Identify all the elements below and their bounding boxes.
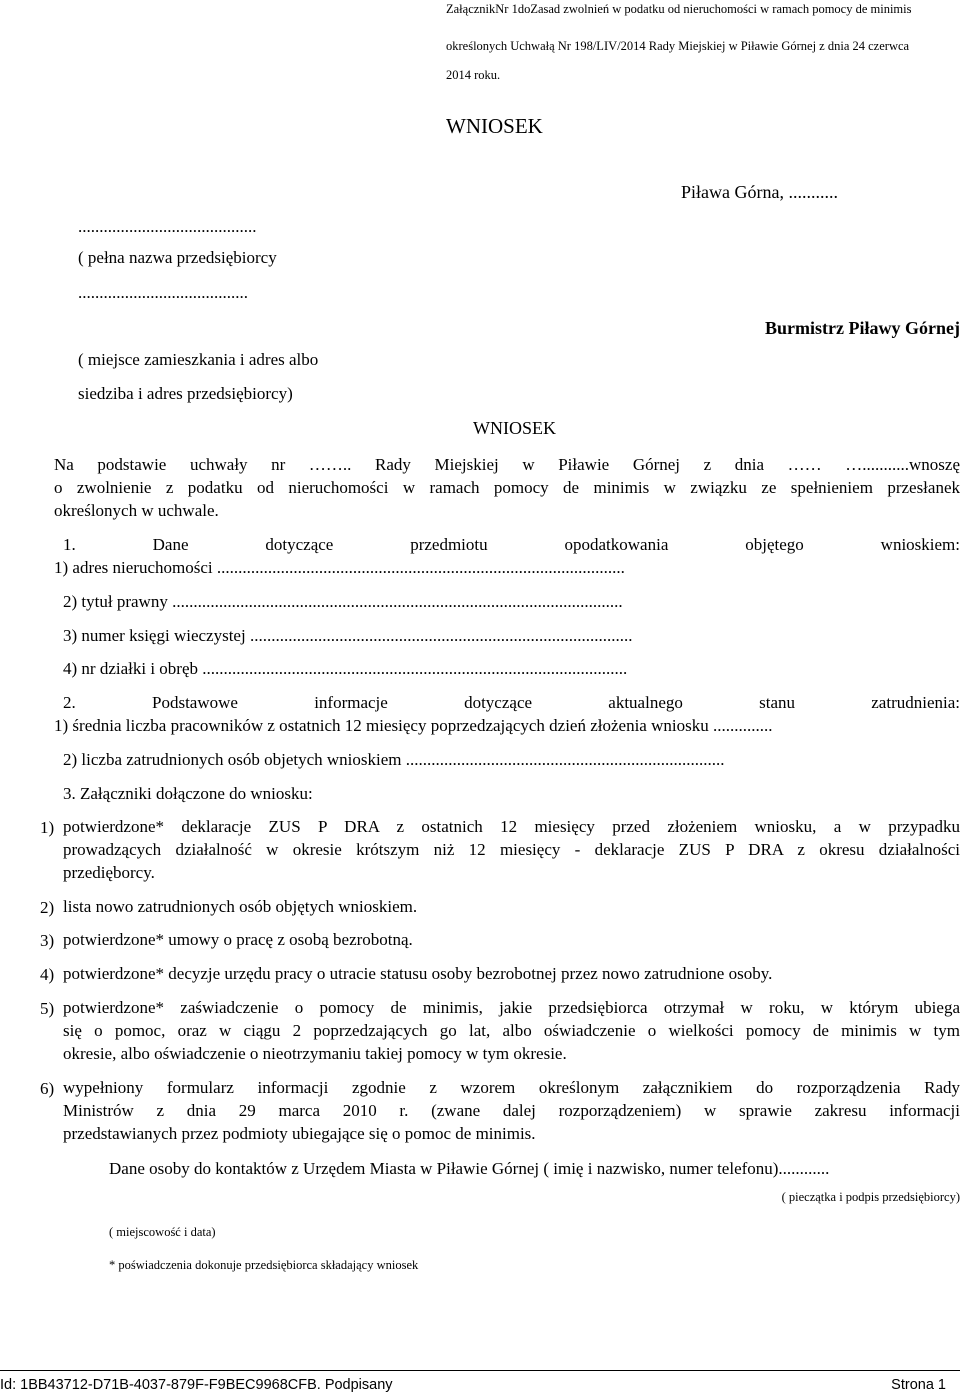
attachment-6-line-2: Ministrów z dnia 29 marca 2010 r. (zwane dalej rozporządzeniem) w sprawie zakresu informacji [63,1101,960,1120]
intro-line-2: o zwolnienie z podatku od nieruchomości w ramach pomocy de minimis w związku ze spełnieniem przesłanek [54,478,960,497]
section-2-field-avg-employees: 1) średnia liczba pracowników z ostatnich 12 miesięcy poprzedzających dzień złożenia wniosku .............. [54,716,773,735]
intro-line-3: określonych w uchwale. [54,501,219,520]
section-1-field-address: 1) adres nieruchomości ................................................................................................ [54,558,625,577]
footer-rule [0,1370,960,1371]
section-3-heading: 3. Załączniki dołączone do wniosku: [63,784,313,803]
attachment-5-line-1: potwierdzone* zaświadczenie o pomocy de minimis, jakie przedsiębiorca otrzymał w roku, w którym ubiega [63,998,960,1017]
stamp-signature-label: ( pieczątka i podpis przedsiębiorcy) [781,1190,960,1204]
attachment-5-line-2: się o pomoc, oraz w ciągu 2 poprzedzających go lat, albo oświadczenie o wielkości pomocy de minimis w tym [63,1021,960,1040]
place-date: Piława Górna, ........... [681,182,838,202]
applicant-address-label-2: siedziba i adres przedsiębiorcy) [78,384,293,403]
applicant-address-label-1: ( miejsce zamieszkania i adres albo [78,350,319,369]
section-1-field-land-register: 3) numer księgi wieczystej .......................................................................................... [63,626,633,645]
footnote: * poświadczenia dokonuje przedsiębiorca składający wniosek [109,1258,419,1272]
form-title: WNIOSEK [473,418,556,438]
intro-line-1: Na podstawie uchwały nr …….. Rady Miejskiej w Piławie Górnej z dnia …… …...........wnoszę [54,455,960,474]
attachment-number: 2) [40,898,55,917]
attachment-5-line-3: okresie, albo oświadczenie o nieotrzymaniu takiej pomocy w tym okresie. [63,1044,567,1063]
attachment-3-line-1: potwierdzone* umowy o pracę z osobą bezrobotną. [63,930,413,949]
header-line-1: ZałącznikNr 1doZasad zwolnień w podatku od nieruchomości w ramach pomocy de minimis [446,2,912,16]
footer-document-id: Id: 1BB43712-D71B-4037-879F-F9BEC9968CFB. Podpisany [0,1377,393,1393]
contact-person-line: Dane osoby do kontaktów z Urzędem Miasta w Piławie Górnej ( imię i nazwisko, numer telefonu)............ [109,1159,830,1178]
attachment-number: 3) [40,931,55,950]
top-title: WNIOSEK [446,114,543,138]
footer-page-number: Strona 1 [891,1377,946,1393]
attachment-number: 6) [40,1079,55,1098]
attachment-1-line-1: potwierdzone* deklaracje ZUS P DRA z ostatnich 12 miesięcy przed złożeniem wniosku, a w przypadku [63,817,960,836]
attachment-2-line-1: lista nowo zatrudnionych osób objętych wnioskiem. [63,897,418,916]
attachment-number: 1) [40,818,55,837]
section-2-heading: 2. Podstawowe informacje dotyczące aktualnego stanu zatrudnienia: [63,693,960,712]
addressee: Burmistrz Piławy Górnej [765,318,960,338]
attachment-6-line-1: wypełniony formularz informacji zgodnie z wzorem określonym załącznikiem do rozporządzenia Rady [63,1078,960,1097]
attachment-6-line-3: przedstawianych przez podmioty ubiegające się o pomoc de minimis. [63,1124,536,1143]
header-line-2: określonych Uchwałą Nr 198/LIV/2014 Rady Miejskiej w Piławie Górnej z dnia 24 czerwca [446,39,910,53]
section-1-field-title: 2) tytuł prawny .......................................................................................................... [63,592,623,611]
section-2-field-employed: 2) liczba zatrudnionych osób objetych wnioskiem ........................................................................... [63,750,725,769]
applicant-name-dots: .......................................... [78,217,257,236]
header-line-3: 2014 roku. [446,68,501,82]
attachment-number: 5) [40,999,55,1018]
applicant-address-dots: ........................................ [78,283,248,302]
attachment-4-line-1: potwierdzone* decyzje urzędu pracy o utracie statusu osoby bezrobotnej przez nowo zatrudnione osoby. [63,964,773,983]
attachment-1-line-3: przedięborcy. [63,863,155,882]
section-1-field-plot: 4) nr działki i obręb .................................................................................................... [63,659,628,678]
applicant-name-label: ( pełna nazwa przedsiębiorcy [78,248,277,267]
attachment-number: 4) [40,965,55,984]
place-date-label: ( miejscowość i data) [109,1225,216,1239]
section-1-heading: 1. Dane dotyczące przedmiotu opodatkowania objętego wnioskiem: [63,535,960,554]
attachment-1-line-2: prowadzących działalność w okresie krótszym niż 12 miesięcy - deklaracje ZUS P DRA z okresu działalności [63,840,960,859]
